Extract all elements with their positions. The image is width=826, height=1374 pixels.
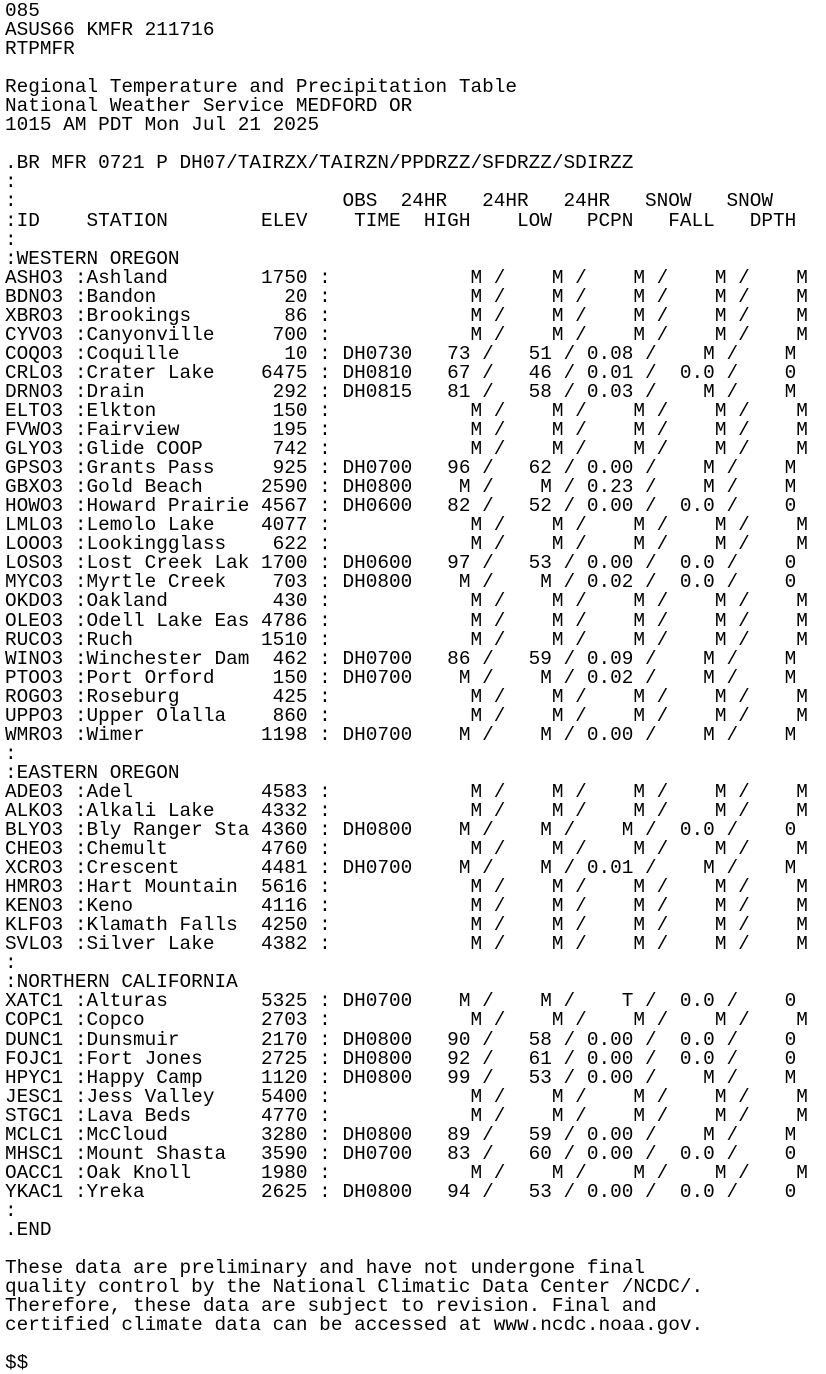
table-row: LOOO3 :Lookingglass 622 : M / M / M / M / M	[5, 533, 808, 556]
table-row: COPC1 :Copco 2703 : M / M / M / M / M	[5, 1009, 808, 1032]
section-title-western-oregon: :WESTERN OREGON	[5, 247, 180, 270]
table-row: MCLC1 :McCloud 3280 : DH0800 89 / 59 / 0.00 / M / M	[5, 1123, 797, 1146]
issuing-office: National Weather Service MEDFORD OR	[5, 95, 413, 118]
table-row: CRLO3 :Crater Lake 6475 : DH0810 67 / 46 / 0.01 / 0.0 / 0	[5, 361, 797, 384]
table-row: HMRO3 :Hart Mountain 5616 : M / M / M / M / M	[5, 876, 808, 899]
table-row: ASHO3 :Ashland 1750 : M / M / M / M / M	[5, 266, 808, 289]
table-row: MYCO3 :Myrtle Creek 703 : DH0800 M / M / 0.02 / 0.0 / 0	[5, 571, 797, 594]
table-row: MHSC1 :Mount Shasta 3590 : DH0700 83 / 60 / 0.00 / 0.0 / 0	[5, 1142, 797, 1165]
wmo-header: ASUS66 KMFR 211716	[5, 19, 215, 42]
product-terminator: $$	[5, 1352, 29, 1374]
table-row: FVWO3 :Fairview 195 : M / M / M / M / M	[5, 419, 808, 442]
table-row: XCRO3 :Crescent 4481 : DH0700 M / M / 0.01 / M / M	[5, 857, 797, 880]
table-row: OLEO3 :Odell Lake Eas 4786 : M / M / M / M / M	[5, 609, 808, 632]
table-row: DUNC1 :Dunsmuir 2170 : DH0800 90 / 58 / 0.00 / 0.0 / 0	[5, 1028, 797, 1051]
table-row: RUCO3 :Ruch 1510 : M / M / M / M / M	[5, 628, 808, 651]
table-row: ROGO3 :Roseburg 425 : M / M / M / M / M	[5, 685, 808, 708]
table-row: XATC1 :Alturas 5325 : DH0700 M / M / T / 0.0 / 0	[5, 990, 797, 1013]
disclaimer-line: These data are preliminary and have not undergone final	[5, 1257, 645, 1280]
shef-colon-line: :	[5, 228, 17, 251]
table-row: WINO3 :Winchester Dam 462 : DH0700 86 / 59 / 0.09 / M / M	[5, 647, 797, 670]
table-row: BDNO3 :Bandon 20 : M / M / M / M / M	[5, 285, 808, 308]
table-row: KENO3 :Keno 4116 : M / M / M / M / M	[5, 895, 808, 918]
disclaimer-line: quality control by the National Climatic Data Center /NCDC/.	[5, 1276, 704, 1299]
shef-colon-line: :	[5, 952, 17, 975]
table-row: STGC1 :Lava Beds 4770 : M / M / M / M / M	[5, 1104, 808, 1127]
table-row: OACC1 :Oak Knoll 1980 : M / M / M / M / M	[5, 1161, 808, 1184]
table-row: HPYC1 :Happy Camp 1120 : DH0800 99 / 53 / 0.00 / M / M	[5, 1066, 797, 1089]
table-row: DRNO3 :Drain 292 : DH0815 81 / 58 / 0.03 / M / M	[5, 380, 797, 403]
shef-br-line: .BR MFR 0721 P DH07/TAIRZX/TAIRZN/PPDRZZ/SFDRZZ/SDIRZZ	[5, 152, 634, 175]
shef-end-line: .END	[5, 1219, 52, 1241]
table-row: ADEO3 :Adel 4583 : M / M / M / M / M	[5, 780, 808, 803]
table-row: LMLO3 :Lemolo Lake 4077 : M / M / M / M / M	[5, 514, 808, 537]
table-row: BLYO3 :Bly Ranger Sta 4360 : DH0800 M / M / M / 0.0 / 0	[5, 819, 797, 842]
table-row: ELTO3 :Elkton 150 : M / M / M / M / M	[5, 399, 808, 422]
shef-colon-line: :	[5, 1199, 17, 1222]
table-row: CYVO3 :Canyonville 700 : M / M / M / M / M	[5, 323, 808, 346]
shef-colon-line: :	[5, 171, 17, 194]
table-row: GPSO3 :Grants Pass 925 : DH0700 96 / 62 / 0.00 / M / M	[5, 457, 797, 480]
table-row: YKAC1 :Yreka 2625 : DH0800 94 / 53 / 0.00 / 0.0 / 0	[5, 1180, 797, 1203]
shef-colon-line: :	[5, 742, 17, 765]
table-row: PTOO3 :Port Orford 150 : DH0700 M / M / 0.02 / M / M	[5, 666, 797, 689]
table-row: XBRO3 :Brookings 86 : M / M / M / M / M	[5, 304, 808, 327]
table-row: GLYO3 :Glide COOP 742 : M / M / M / M / M	[5, 438, 808, 461]
issue-time: 1015 AM PDT Mon Jul 21 2025	[5, 114, 320, 137]
table-row: SVLO3 :Silver Lake 4382 : M / M / M / M / M	[5, 933, 808, 956]
table-row: HOWO3 :Howard Prairie 4567 : DH0600 82 / 52 / 0.00 / 0.0 / 0	[5, 495, 797, 518]
table-row: FOJC1 :Fort Jones 2725 : DH0800 92 / 61 / 0.00 / 0.0 / 0	[5, 1047, 797, 1070]
product-title: Regional Temperature and Precipitation Table	[5, 76, 517, 99]
table-row: LOSO3 :Lost Creek Lak 1700 : DH0600 97 / 53 / 0.00 / 0.0 / 0	[5, 552, 797, 575]
disclaimer-line: Therefore, these data are subject to revision. Final and	[5, 1295, 657, 1318]
table-row: GBXO3 :Gold Beach 2590 : DH0800 M / M / 0.23 / M / M	[5, 476, 797, 499]
blank-line	[5, 1335, 826, 1354]
table-row: UPPO3 :Upper Olalla 860 : M / M / M / M / M	[5, 704, 808, 727]
product-id: RTPMFR	[5, 38, 75, 61]
section-title-northern-california: :NORTHERN CALIFORNIA	[5, 971, 238, 994]
table-row: OKDO3 :Oakland 430 : M / M / M / M / M	[5, 590, 808, 613]
table-row: WMRO3 :Wimer 1198 : DH0700 M / M / 0.00 / M / M	[5, 723, 797, 746]
column-header-line-2: :ID STATION ELEV TIME HIGH LOW PCPN FALL DPTH	[5, 209, 797, 232]
table-row: ALKO3 :Alkali Lake 4332 : M / M / M / M / M	[5, 799, 808, 822]
table-row: KLFO3 :Klamath Falls 4250 : M / M / M / M / M	[5, 914, 808, 937]
column-header-line-1: : OBS 24HR 24HR 24HR SNOW SNOW	[5, 190, 773, 213]
table-row: CHEO3 :Chemult 4760 : M / M / M / M / M	[5, 838, 808, 861]
table-row: JESC1 :Jess Valley 5400 : M / M / M / M / M	[5, 1085, 808, 1108]
table-row: COQO3 :Coquille 10 : DH0730 73 / 51 / 0.08 / M / M	[5, 342, 797, 365]
awips-id: 085	[5, 0, 40, 22]
section-title-eastern-oregon: :EASTERN OREGON	[5, 761, 180, 784]
disclaimer-line: certified climate data can be accessed at www.ncdc.noaa.gov.	[5, 1314, 704, 1337]
